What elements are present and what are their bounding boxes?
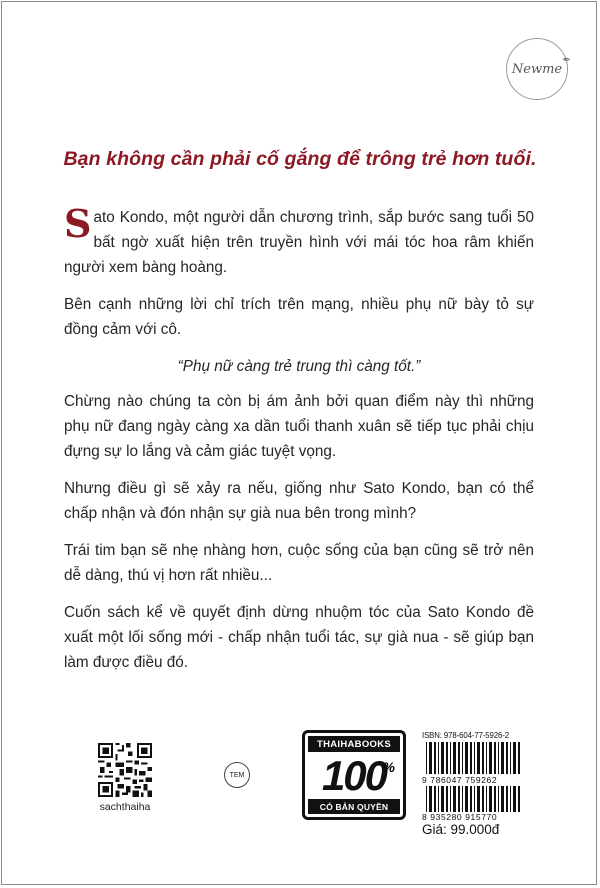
paragraph-4: Nhưng điều gì sẽ xảy ra nếu, giống như Sato Kondo, bạn có thể chấp nhận và đón nhận sự già nua bên trong mình? xyxy=(64,480,534,522)
isbn-block xyxy=(422,731,526,821)
feather-icon: ✒ xyxy=(562,55,571,66)
paragraph-3: Chừng nào chúng ta còn bị ám ảnh bởi quan điểm này thì những phụ nữ đang ngày càng xa dần tuổi thanh xuân sẽ tiếp tục phải chịu đựng sự lo lắng và cảm giác tuyệt vọng. xyxy=(64,393,534,460)
isbn-label: ISBN: 978-604-77-5926-2 xyxy=(422,731,509,740)
badge-bottom-label: CÓ BẢN QUYỀN xyxy=(308,799,400,814)
qr-caption: sachthaiha xyxy=(99,801,151,813)
product-barcode xyxy=(426,786,523,812)
logo-text: Newme xyxy=(511,61,563,77)
paragraph-1 xyxy=(64,201,534,280)
drop-cap: S xyxy=(64,201,92,246)
isbn-barcode-digits: 9 786047 759262 xyxy=(422,775,498,785)
quote: “Phụ nữ càng trẻ trung thì càng tốt.” xyxy=(177,358,421,375)
book-description xyxy=(64,201,534,687)
thaihabooks-copyright-badge xyxy=(302,730,406,820)
paragraph-1-text: ato Kondo, một người dẫn chương trình, sắp bước sang tuổi 50 bất ngờ xuất hiện trên truyền hình với mái tóc hoa râm khiến người xem bàng hoàng. xyxy=(64,209,534,276)
paragraph-2: Bên cạnh những lời chỉ trích trên mạng, nhiều phụ nữ bày tỏ sự đồng cảm với cô. xyxy=(64,296,534,338)
badge-percent: % xyxy=(382,759,395,775)
paragraph-6: Cuốn sách kể về quyết định dừng nhuộm tóc của Sato Kondo đề xuất một lối sống mới - chấp nhận tuổi tác, sự già nua - sẽ giúp bạn làm được điều đó. xyxy=(64,604,534,671)
price: Giá: 99.000đ xyxy=(422,822,500,837)
badge-top-label: THAIHABOOKS xyxy=(308,736,400,752)
badge-number: 100 xyxy=(321,752,387,799)
isbn-barcode xyxy=(426,742,523,774)
newme-logo xyxy=(506,38,571,100)
product-barcode-digits: 8 935280 915770 xyxy=(422,812,498,822)
tagline: Bạn không cần phải cố gắng để trông trẻ hơn tuổi. xyxy=(63,148,537,170)
tem-stamp: TEM xyxy=(224,762,250,788)
paragraph-5: Trái tim bạn sẽ nhẹ nhàng hơn, cuộc sống của bạn cũng sẽ trở nên dễ dàng, thú vị hơn rất nhiều... xyxy=(64,542,534,584)
qr-code xyxy=(98,743,152,797)
